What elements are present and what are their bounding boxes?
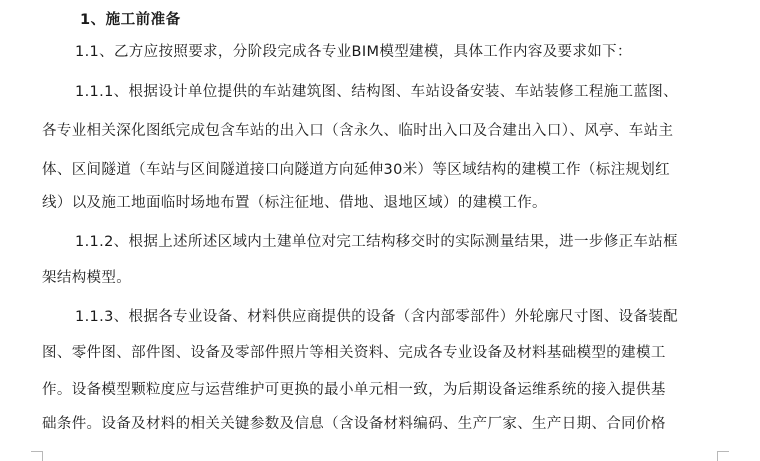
paragraph-line: 各专业相关深化图纸完成包含车站的出入口（含永久、临时出入口及合建出入口）、风亭、车站主: [42, 123, 674, 139]
paragraph-line: 作。设备模型颗粒度应与运营维护可更换的最小单元相一致，为后期设备运维系统的接入提供基: [42, 382, 666, 398]
section-heading: 1、施工前准备: [80, 12, 181, 28]
paragraph-line: 1.1、乙方应按照要求，分阶段完成各专业BIM模型建模，具体工作内容及要求如下：: [75, 44, 632, 60]
paragraph-line: 体、区间隧道（车站与区间隧道接口向隧道方向延伸30米）等区域结构的建模工作（标注规划红: [42, 162, 670, 178]
paragraph-line: 1.1.3、根据各专业设备、材料供应商提供的设备（含内部零部件）外轮廓尺寸图、设备装配: [75, 309, 678, 325]
paragraph-line: 架结构模型。: [42, 270, 132, 286]
paragraph-line: 1.1.2、根据上述所述区域内土建单位对完工结构移交时的实际测量结果，进一步修正车站框: [75, 234, 678, 250]
crop-mark-right-horizontal: [718, 451, 729, 452]
crop-mark-left-horizontal: [31, 451, 42, 452]
paragraph-line: 础条件。设备及材料的相关关键参数及信息（含设备材料编码、生产厂家、生产日期、合同价格: [42, 416, 666, 432]
crop-mark-left-vertical: [42, 451, 43, 461]
paragraph-line: 线）以及施工地面临时场地布置（标注征地、借地、退地区域）的建模工作。: [42, 195, 547, 211]
crop-mark-right-vertical: [717, 451, 718, 461]
paragraph-line: 1.1.1、根据设计单位提供的车站建筑图、结构图、车站设备安装、车站装修工程施工蓝图、: [75, 84, 678, 100]
paragraph-line: 图、零件图、部件图、设备及零部件照片等相关资料、完成各专业设备及材料基础模型的建模工: [42, 345, 666, 361]
